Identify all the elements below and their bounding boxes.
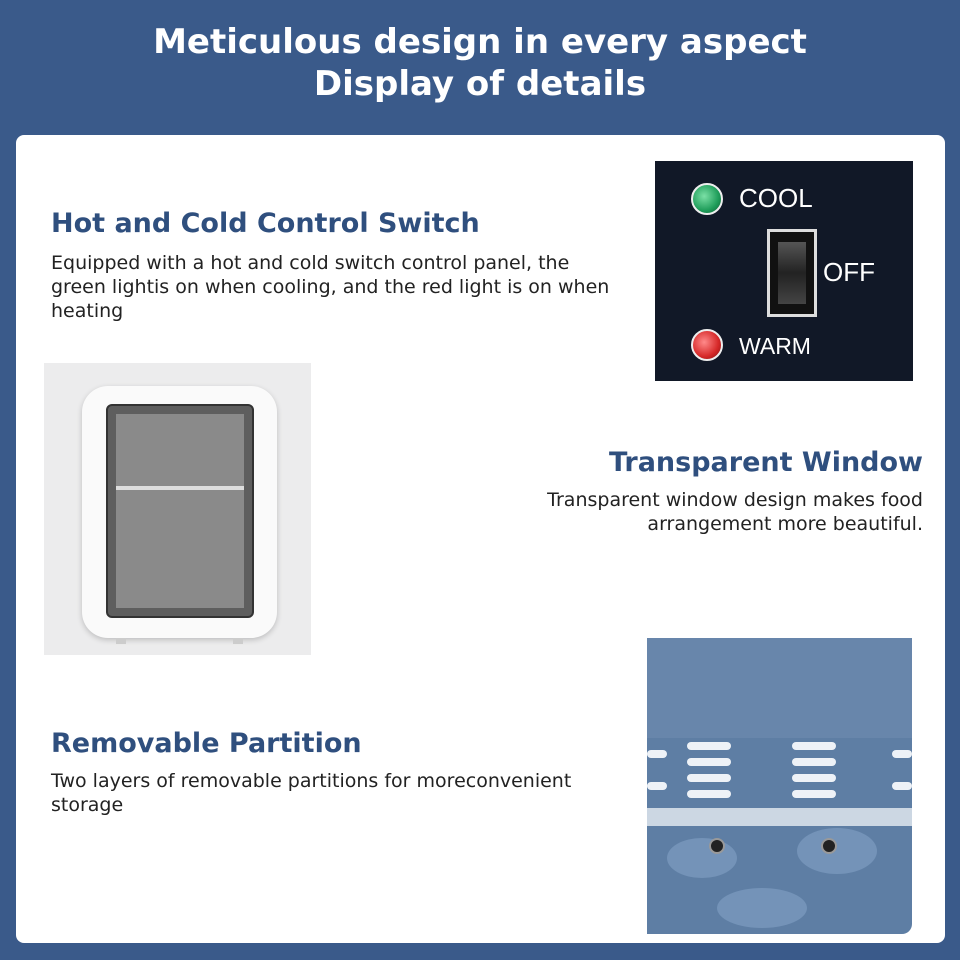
- page-header: [0, 0, 960, 135]
- transparent-window-text-1: Transparent window design makes food: [547, 489, 923, 511]
- cool-label: COOL: [739, 183, 813, 213]
- removable-partition-text: Two layers of removable partitions for moreconvenient storage: [51, 770, 572, 816]
- control-panel-photo: [655, 161, 913, 381]
- red-led-icon: [691, 329, 723, 361]
- removable-partition-title: Removable Partition: [51, 728, 362, 759]
- green-led-icon: [691, 183, 723, 215]
- control-switch-title: Hot and Cold Control Switch: [51, 208, 480, 239]
- screw-icon: [709, 838, 725, 854]
- transparent-window-title: Transparent Window: [608, 447, 923, 478]
- off-label: OFF: [823, 257, 875, 287]
- header-title: Meticulous design in every aspect: [153, 22, 807, 62]
- partition-photo: [647, 638, 912, 934]
- header-subtitle: Display of details: [313, 64, 647, 104]
- control-switch-text: Equipped with a hot and cold switch control panel, the green lightis on when cooling, and the red light is on when heating: [51, 252, 610, 322]
- rocker-switch: [767, 229, 817, 317]
- screw-icon: [821, 838, 837, 854]
- transparent-window-text-2: arrangement more beautiful.: [647, 513, 923, 535]
- warm-label: WARM: [739, 333, 811, 359]
- fridge-photo: [44, 363, 311, 655]
- details-card: [16, 135, 945, 943]
